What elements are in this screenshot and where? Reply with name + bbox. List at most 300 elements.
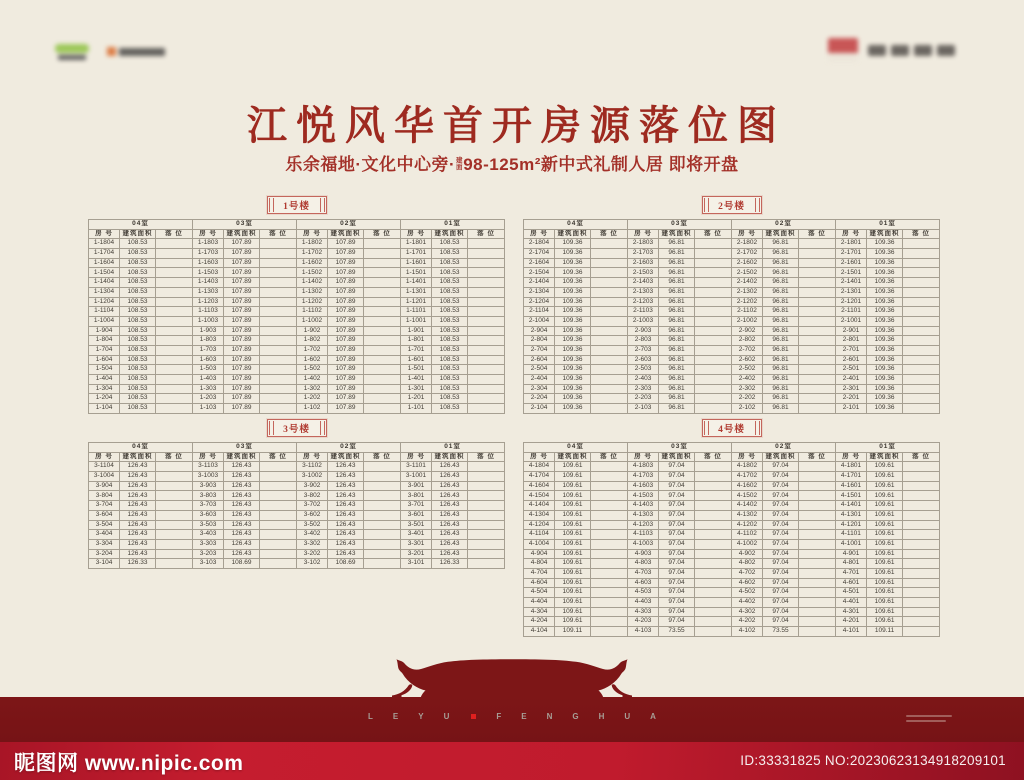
room-cell: 4-904 — [524, 549, 555, 559]
area-cell: 107.89 — [224, 375, 260, 385]
area-cell: 109.61 — [867, 530, 903, 540]
room-cell: 1-1803 — [193, 239, 224, 249]
slot-cell — [468, 530, 505, 540]
slot-cell — [903, 326, 940, 336]
area-cell: 108.69 — [224, 559, 260, 569]
area-cell: 107.89 — [224, 394, 260, 404]
area-cell: 97.04 — [659, 501, 695, 511]
slot-cell — [364, 530, 401, 540]
slot-cell — [799, 307, 836, 317]
slot-cell — [799, 326, 836, 336]
room-cell: 2-101 — [836, 404, 867, 414]
room-cell: 4-1701 — [836, 472, 867, 482]
slot-cell — [591, 307, 628, 317]
area-cell: 126.43 — [432, 549, 468, 559]
area-col-header: 建筑面积 — [659, 229, 695, 239]
slot-cell — [695, 258, 732, 268]
area-cell: 97.04 — [763, 510, 799, 520]
room-cell: 4-1603 — [628, 481, 659, 491]
area-cell: 107.89 — [224, 287, 260, 297]
area-col-header: 建筑面积 — [120, 229, 156, 239]
building-badge-label: 1号楼 — [283, 202, 310, 212]
table-row — [89, 404, 505, 414]
table-row — [89, 559, 505, 569]
room-cell: 2-603 — [628, 355, 659, 365]
slot-cell — [799, 588, 836, 598]
watermark-site-text: 昵图网 www.nipic.com — [14, 752, 244, 775]
slot-cell — [156, 559, 193, 569]
area-cell: 97.04 — [659, 539, 695, 549]
area-cell: 126.43 — [120, 539, 156, 549]
area-cell: 109.36 — [555, 268, 591, 278]
slot-cell — [903, 345, 940, 355]
room-cell: 3-101 — [401, 559, 432, 569]
slot-cell — [903, 297, 940, 307]
area-cell: 108.53 — [432, 258, 468, 268]
slot-cell — [799, 627, 836, 637]
room-cell: 3-1004 — [89, 472, 120, 482]
room-cell: 4-901 — [836, 549, 867, 559]
slot-cell — [468, 239, 505, 249]
slot-cell — [903, 365, 940, 375]
area-cell: 109.36 — [867, 326, 903, 336]
room-cell: 1-402 — [297, 375, 328, 385]
room-cell: 1-1203 — [193, 297, 224, 307]
badge-scroll-ornament — [704, 198, 709, 212]
area-cell: 108.53 — [120, 239, 156, 249]
room-cell: 3-903 — [193, 481, 224, 491]
room-cell: 1-602 — [297, 355, 328, 365]
slot-cell — [799, 549, 836, 559]
room-col-header: 房 号 — [628, 229, 659, 239]
room-cell: 1-201 — [401, 394, 432, 404]
room-cell: 1-1003 — [193, 316, 224, 326]
room-cell: 3-801 — [401, 491, 432, 501]
table-row — [89, 520, 505, 530]
room-cell: 2-1002 — [732, 316, 763, 326]
slot-cell — [695, 287, 732, 297]
room-cell: 3-703 — [193, 501, 224, 511]
area-cell: 97.04 — [659, 568, 695, 578]
room-cell: 2-401 — [836, 375, 867, 385]
slot-cell — [156, 394, 193, 404]
slot-cell — [591, 278, 628, 288]
area-cell: 126.43 — [120, 549, 156, 559]
slot-cell — [468, 316, 505, 326]
slot-cell — [903, 501, 940, 511]
slot-cell — [468, 345, 505, 355]
area-cell: 96.81 — [659, 307, 695, 317]
orange-logo-mark-icon — [107, 47, 116, 56]
slot-cell — [903, 491, 940, 501]
room-cell: 1-704 — [89, 345, 120, 355]
slot-cell — [156, 258, 193, 268]
room-cell: 2-1604 — [524, 258, 555, 268]
slot-cell — [591, 559, 628, 569]
room-cell: 1-1001 — [401, 316, 432, 326]
table-row — [89, 462, 505, 472]
area-cell: 107.89 — [328, 394, 364, 404]
slot-cell — [364, 472, 401, 482]
slot-col-header: 落 位 — [799, 452, 836, 462]
area-cell: 126.43 — [328, 462, 364, 472]
unit-header-row — [524, 443, 940, 453]
slot-cell — [156, 491, 193, 501]
room-cell: 4-1601 — [836, 481, 867, 491]
page-title: 江悦风华首开房源落位图 — [247, 103, 786, 148]
slot-cell — [591, 462, 628, 472]
area-cell: 109.36 — [555, 258, 591, 268]
slot-cell — [591, 316, 628, 326]
subtitle-main: 98-125m²新中式礼制人居 即将开盘 — [463, 155, 739, 174]
slot-cell — [591, 258, 628, 268]
slot-col-header: 落 位 — [364, 229, 401, 239]
slot-cell — [903, 598, 940, 608]
area-cell: 97.04 — [763, 549, 799, 559]
table-row — [524, 316, 940, 326]
slot-cell — [468, 268, 505, 278]
area-cell: 107.89 — [224, 345, 260, 355]
room-cell: 1-904 — [89, 326, 120, 336]
room-cell: 2-1204 — [524, 297, 555, 307]
area-cell: 96.81 — [659, 404, 695, 414]
area-cell: 97.04 — [659, 598, 695, 608]
slot-cell — [903, 336, 940, 346]
partner-logos — [55, 44, 165, 60]
slot-col-header: 落 位 — [260, 229, 297, 239]
room-cell: 3-202 — [297, 549, 328, 559]
slot-cell — [591, 326, 628, 336]
room-cell: 1-903 — [193, 326, 224, 336]
slot-cell — [364, 336, 401, 346]
slot-cell — [799, 491, 836, 501]
area-cell: 126.43 — [120, 481, 156, 491]
room-cell: 2-1703 — [628, 249, 659, 259]
area-cell: 107.89 — [224, 326, 260, 336]
slot-cell — [903, 510, 940, 520]
room-cell: 2-203 — [628, 394, 659, 404]
area-cell: 109.36 — [555, 316, 591, 326]
room-cell: 4-1502 — [732, 491, 763, 501]
slot-cell — [695, 549, 732, 559]
room-cell: 2-302 — [732, 384, 763, 394]
room-cell: 2-1802 — [732, 239, 763, 249]
room-col-header: 房 号 — [732, 229, 763, 239]
room-cell: 4-604 — [524, 578, 555, 588]
room-cell: 2-904 — [524, 326, 555, 336]
slot-cell — [260, 239, 297, 249]
table-row — [524, 375, 940, 385]
slot-cell — [468, 249, 505, 259]
slot-cell — [591, 249, 628, 259]
slot-cell — [156, 462, 193, 472]
area-cell: 97.04 — [659, 617, 695, 627]
slot-cell — [591, 520, 628, 530]
slot-cell — [260, 510, 297, 520]
slot-cell — [156, 268, 193, 278]
area-cell: 97.04 — [659, 491, 695, 501]
slot-cell — [260, 365, 297, 375]
slot-cell — [156, 278, 193, 288]
area-cell: 108.53 — [120, 316, 156, 326]
area-cell: 96.81 — [659, 394, 695, 404]
area-cell: 126.43 — [224, 501, 260, 511]
room-cell: 2-1502 — [732, 268, 763, 278]
logo-text-blur — [119, 48, 165, 56]
room-cell: 4-401 — [836, 598, 867, 608]
area-cell: 109.36 — [555, 297, 591, 307]
area-cell: 109.36 — [867, 316, 903, 326]
table-row — [524, 539, 940, 549]
slot-cell — [156, 297, 193, 307]
room-cell: 4-1003 — [628, 539, 659, 549]
area-cell: 109.61 — [555, 617, 591, 627]
slot-cell — [799, 568, 836, 578]
room-cell: 1-1501 — [401, 268, 432, 278]
room-col-header: 房 号 — [836, 452, 867, 462]
area-cell: 96.81 — [763, 365, 799, 375]
area-cell: 97.04 — [763, 559, 799, 569]
area-cell: 97.04 — [659, 472, 695, 482]
slot-cell — [364, 258, 401, 268]
slot-cell — [695, 336, 732, 346]
room-cell: 2-403 — [628, 375, 659, 385]
badge-scroll-ornament — [269, 198, 274, 212]
slot-cell — [260, 530, 297, 540]
table-row — [524, 404, 940, 414]
area-cell: 107.89 — [328, 297, 364, 307]
area-cell: 96.81 — [763, 355, 799, 365]
room-cell: 2-1103 — [628, 307, 659, 317]
room-cell: 2-602 — [732, 355, 763, 365]
slot-cell — [260, 258, 297, 268]
slot-cell — [260, 249, 297, 259]
unit-header: 04室 — [89, 220, 193, 230]
room-cell: 4-1001 — [836, 539, 867, 549]
slot-cell — [156, 520, 193, 530]
area-cell: 126.43 — [328, 501, 364, 511]
area-cell: 109.61 — [555, 588, 591, 598]
area-cell: 97.04 — [659, 559, 695, 569]
room-cell: 3-701 — [401, 501, 432, 511]
table-row — [89, 345, 505, 355]
room-cell: 4-1203 — [628, 520, 659, 530]
table-row — [524, 287, 940, 297]
room-cell: 1-404 — [89, 375, 120, 385]
area-cell: 109.36 — [867, 355, 903, 365]
table-row — [89, 539, 505, 549]
room-cell: 1-701 — [401, 345, 432, 355]
table-row — [524, 510, 940, 520]
room-cell: 2-504 — [524, 365, 555, 375]
slot-cell — [468, 501, 505, 511]
room-cell: 3-802 — [297, 491, 328, 501]
area-cell: 97.04 — [659, 481, 695, 491]
area-cell: 96.81 — [763, 307, 799, 317]
table-row — [524, 307, 940, 317]
area-cell: 108.53 — [120, 249, 156, 259]
green-logo-mark-icon — [55, 44, 89, 53]
area-cell: 96.81 — [659, 384, 695, 394]
slot-cell — [364, 316, 401, 326]
room-cell: 2-1803 — [628, 239, 659, 249]
room-cell: 1-1802 — [297, 239, 328, 249]
room-cell: 1-504 — [89, 365, 120, 375]
slot-cell — [468, 510, 505, 520]
room-cell: 3-502 — [297, 520, 328, 530]
slot-cell — [695, 578, 732, 588]
unit-header: 03室 — [628, 220, 732, 230]
slot-cell — [695, 345, 732, 355]
column-header-row — [524, 229, 940, 239]
area-cell: 126.43 — [328, 539, 364, 549]
slot-cell — [695, 627, 732, 637]
slot-cell — [156, 249, 193, 259]
slot-col-header: 落 位 — [468, 452, 505, 462]
room-cell: 3-102 — [297, 559, 328, 569]
room-cell: 4-201 — [836, 617, 867, 627]
area-cell: 97.04 — [763, 501, 799, 511]
unit-header: 03室 — [193, 220, 297, 230]
table-row — [524, 491, 940, 501]
table-row — [89, 326, 505, 336]
slot-cell — [799, 462, 836, 472]
slot-col-header: 落 位 — [903, 452, 940, 462]
room-cell: 2-1504 — [524, 268, 555, 278]
area-cell: 73.55 — [763, 627, 799, 637]
room-cell: 1-1503 — [193, 268, 224, 278]
room-cell: 3-301 — [401, 539, 432, 549]
area-col-header: 建筑面积 — [224, 452, 260, 462]
area-cell: 108.53 — [120, 355, 156, 365]
slot-cell — [695, 520, 732, 530]
slot-cell — [903, 394, 940, 404]
slot-cell — [156, 501, 193, 511]
area-cell: 126.43 — [432, 491, 468, 501]
slot-cell — [591, 607, 628, 617]
slot-cell — [591, 627, 628, 637]
area-cell: 109.36 — [555, 355, 591, 365]
table-row — [524, 607, 940, 617]
table-row — [89, 307, 505, 317]
room-cell: 4-404 — [524, 598, 555, 608]
slot-cell — [364, 375, 401, 385]
area-cell: 126.43 — [120, 510, 156, 520]
area-cell: 96.81 — [763, 394, 799, 404]
slot-col-header: 落 位 — [468, 229, 505, 239]
area-cell: 108.53 — [120, 326, 156, 336]
area-cell: 108.53 — [432, 345, 468, 355]
area-cell: 108.53 — [432, 365, 468, 375]
slot-cell — [695, 530, 732, 540]
slot-cell — [799, 375, 836, 385]
room-cell: 2-803 — [628, 336, 659, 346]
area-cell: 126.43 — [432, 520, 468, 530]
area-cell: 108.53 — [120, 365, 156, 375]
room-cell: 1-1404 — [89, 278, 120, 288]
table-row — [524, 326, 940, 336]
area-cell: 97.04 — [763, 472, 799, 482]
room-cell: 1-1402 — [297, 278, 328, 288]
slot-cell — [156, 404, 193, 414]
area-cell: 96.81 — [659, 375, 695, 385]
slot-cell — [903, 607, 940, 617]
area-cell: 126.43 — [120, 501, 156, 511]
slot-cell — [260, 307, 297, 317]
room-cell: 2-402 — [732, 375, 763, 385]
room-cell: 1-1201 — [401, 297, 432, 307]
slot-cell — [903, 520, 940, 530]
table-row — [89, 239, 505, 249]
area-cell: 126.43 — [328, 530, 364, 540]
slot-cell — [468, 384, 505, 394]
room-cell: 4-1704 — [524, 472, 555, 482]
slot-cell — [364, 539, 401, 549]
slot-cell — [799, 559, 836, 569]
area-cell: 107.89 — [224, 278, 260, 288]
slot-cell — [156, 326, 193, 336]
slot-cell — [364, 307, 401, 317]
table-row — [524, 336, 940, 346]
badge-scroll-ornament — [704, 421, 709, 435]
slot-col-header: 落 位 — [591, 229, 628, 239]
area-cell: 108.53 — [432, 239, 468, 249]
room-cell: 2-304 — [524, 384, 555, 394]
area-cell: 126.43 — [328, 510, 364, 520]
slot-cell — [591, 365, 628, 375]
area-cell: 109.36 — [555, 287, 591, 297]
area-tag-label: 建面 — [455, 156, 463, 171]
building-section-1 — [88, 196, 505, 414]
room-cell: 2-1301 — [836, 287, 867, 297]
footer-fine-print-blur — [906, 715, 952, 724]
slot-cell — [591, 617, 628, 627]
room-cell: 3-901 — [401, 481, 432, 491]
area-cell: 109.61 — [867, 598, 903, 608]
area-cell: 96.81 — [659, 336, 695, 346]
slot-cell — [364, 355, 401, 365]
area-cell: 107.89 — [328, 316, 364, 326]
room-cell: 4-1702 — [732, 472, 763, 482]
building-badge — [267, 419, 327, 437]
brand-right-text: FENGHUA — [496, 712, 676, 721]
slot-cell — [260, 539, 297, 549]
unit-header-row — [89, 220, 505, 230]
room-cell: 3-1102 — [297, 462, 328, 472]
area-cell: 109.61 — [867, 607, 903, 617]
room-cell: 2-502 — [732, 365, 763, 375]
slot-col-header: 落 位 — [903, 229, 940, 239]
room-cell: 2-1801 — [836, 239, 867, 249]
slot-cell — [364, 287, 401, 297]
area-cell: 109.61 — [867, 491, 903, 501]
area-cell: 107.89 — [224, 355, 260, 365]
room-cell: 3-204 — [89, 549, 120, 559]
slot-cell — [260, 355, 297, 365]
area-cell: 109.61 — [555, 549, 591, 559]
area-cell: 108.53 — [120, 297, 156, 307]
slot-cell — [591, 491, 628, 501]
logo-text-blur — [58, 55, 86, 60]
room-cell: 2-1302 — [732, 287, 763, 297]
slot-cell — [695, 607, 732, 617]
unit-header: 02室 — [732, 443, 836, 453]
area-cell: 109.61 — [867, 481, 903, 491]
room-cell: 1-1403 — [193, 278, 224, 288]
slot-cell — [156, 355, 193, 365]
table-row — [524, 559, 940, 569]
badge-scroll-ornament — [320, 198, 325, 212]
